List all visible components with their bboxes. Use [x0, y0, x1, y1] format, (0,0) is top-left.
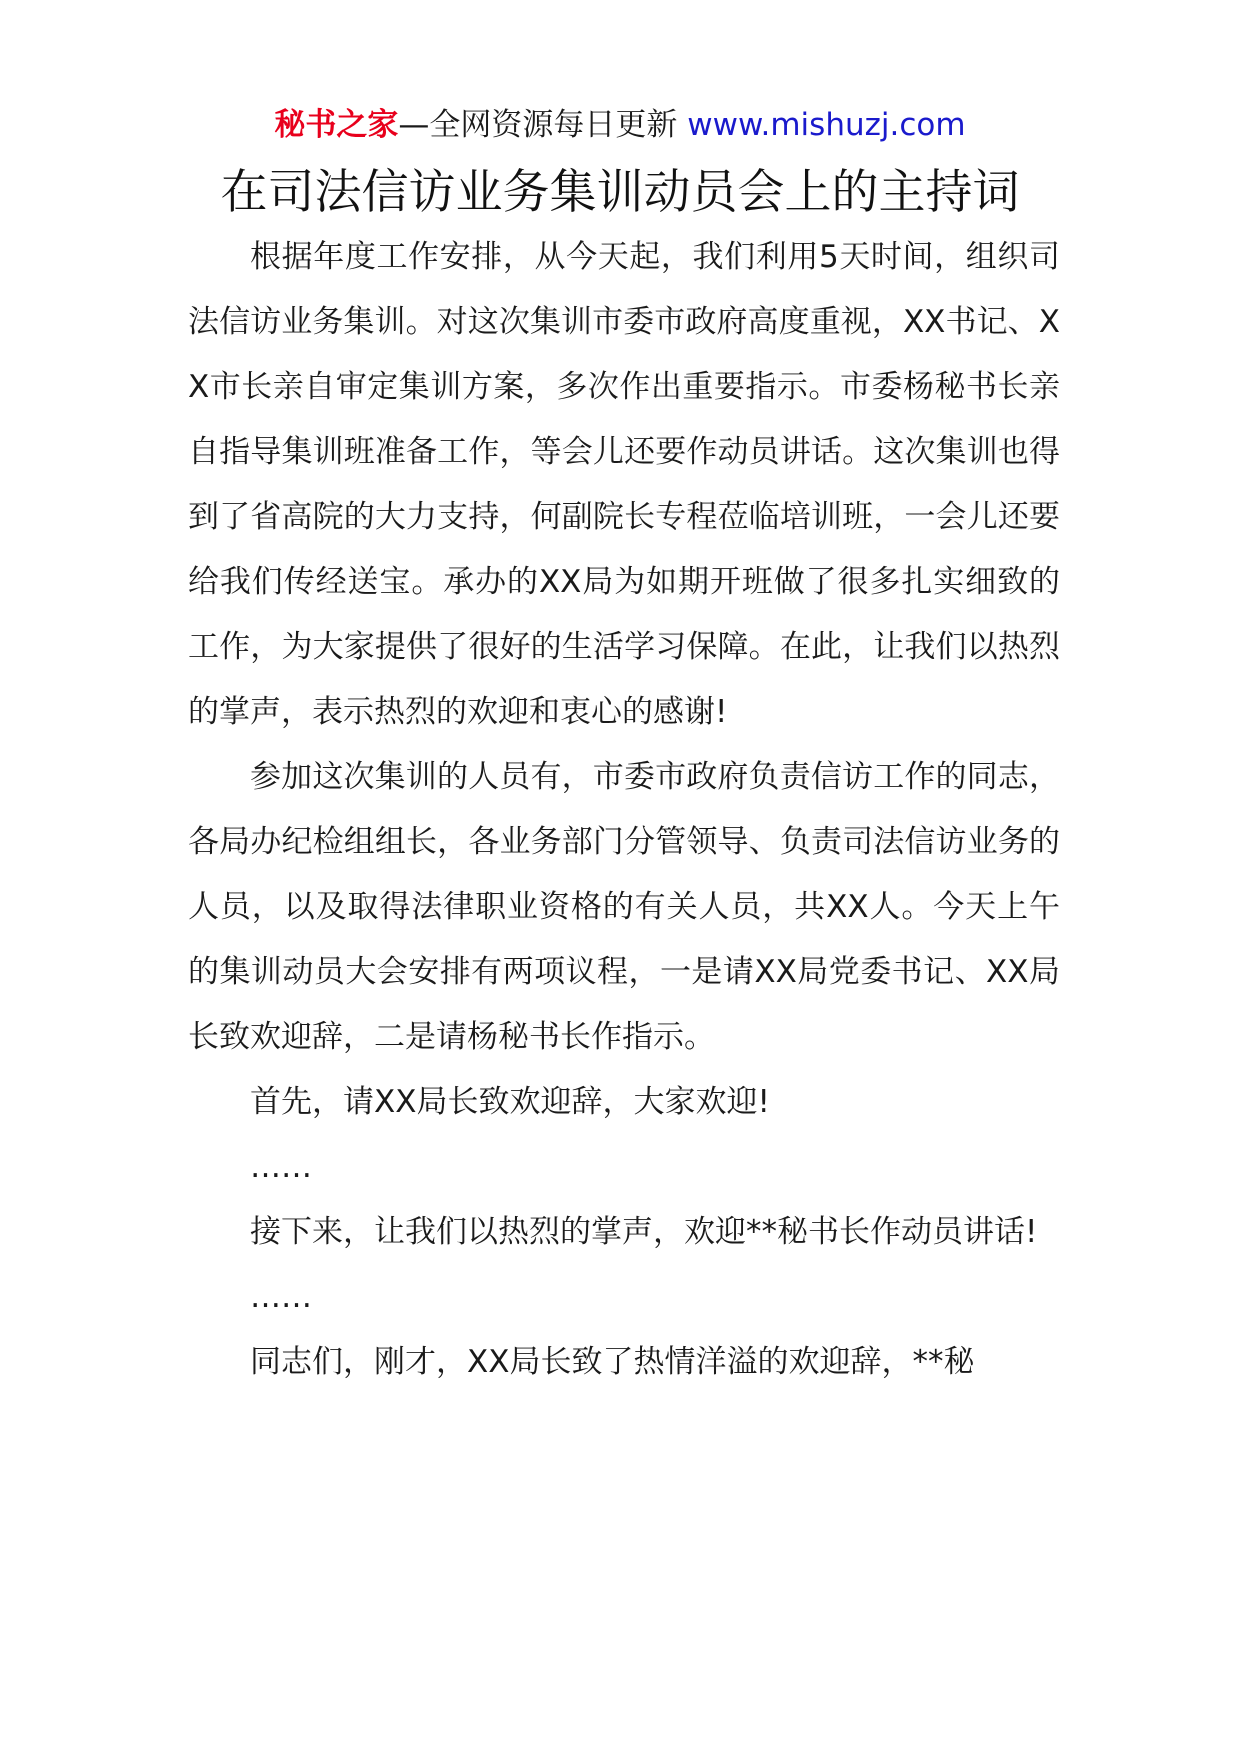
site-url: www.mishuzj.com — [687, 107, 966, 143]
paragraph: 参加这次集训的人员有，市委市政府负责信访工作的同志，各局办纪检组组长，各业务部门分管领导、负责司法信访业务的人员，以及取得法律职业资格的有关人员，共XX人。今天上午的集训动员大会安排有两项议程，一是请XX局党委书记、XX局长致欢迎辞，二是请杨秘书长作指示。 — [188, 759, 1060, 1055]
brand-name: 秘书之家 — [274, 107, 399, 143]
document-title: 在司法信访业务集训动员会上的主持词 — [220, 165, 1020, 220]
header-slogan: —全网资源每日更新 — [398, 107, 688, 143]
ellipsis-paragraph: …… — [250, 1279, 312, 1315]
document-body — [188, 225, 1060, 1395]
ellipsis-paragraph: …… — [250, 1149, 312, 1185]
paragraph: 接下来，让我们以热烈的掌声，欢迎**秘书长作动员讲话! — [250, 1214, 1038, 1250]
paragraph: 同志们，刚才，XX局长致了热情洋溢的欢迎辞，**秘 — [250, 1344, 975, 1380]
site-header — [0, 100, 1240, 150]
paragraph: 首先，请XX局长致欢迎辞，大家欢迎! — [250, 1084, 770, 1120]
paragraph: 根据年度工作安排，从今天起，我们利用5天时间，组织司法信访业务集训。对这次集训市委市政府高度重视，XX书记、XX市长亲自审定集训方案，多次作出重要指示。市委杨秘书长亲自指导集训班准备工作，等会儿还要作动员讲话。这次集训也得到了省高院的大力支持，何副院长专程莅临培训班，一会儿还要给我们传经送宝。承办的XX局为如期开班做了很多扎实细致的工作，为大家提供了很好的生活学习保障。在此，让我们以热烈的掌声，表示热烈的欢迎和衷心的感谢! — [188, 239, 1060, 730]
